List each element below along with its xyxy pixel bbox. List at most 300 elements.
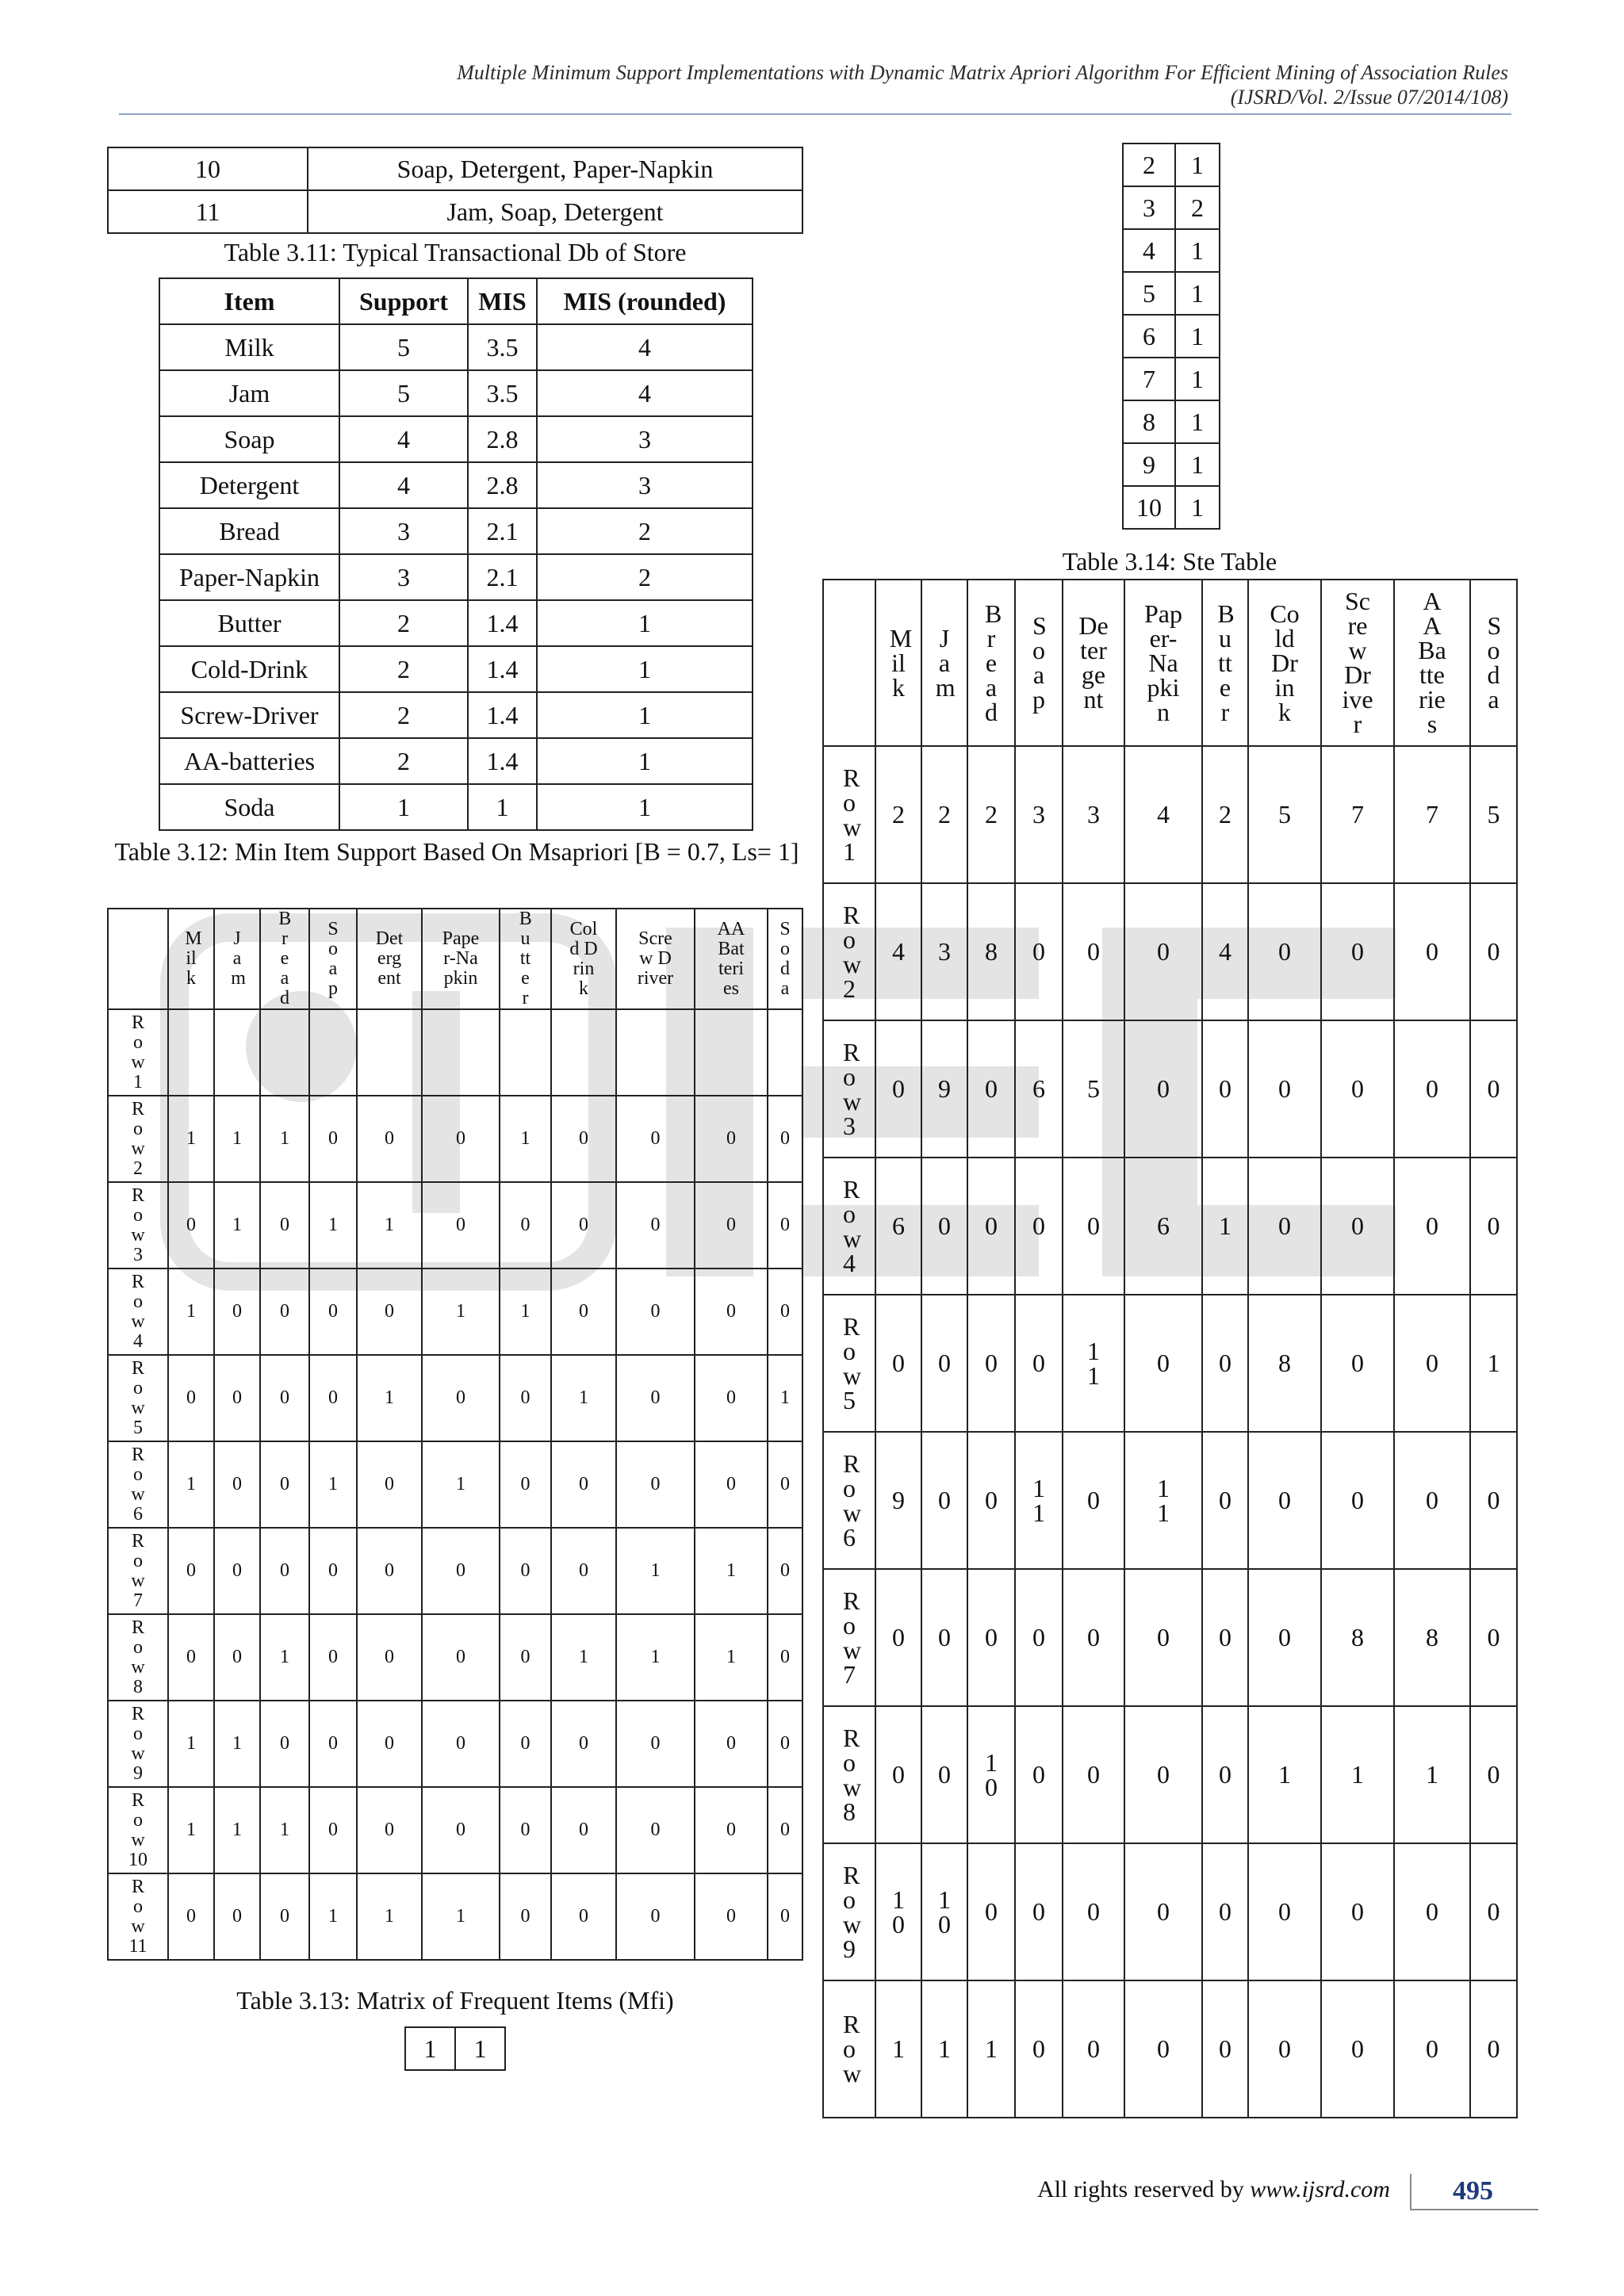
caption-table-3-12: Table 3.12: Min Item Support Based On Msapriori [B = 0.7, Ls= 1] (114, 837, 799, 866)
cell-value: 0 (1278, 937, 1291, 966)
cell-value: 3 (938, 937, 951, 966)
cell-value: 0 (1487, 937, 1500, 966)
cell-value: 1 (1219, 1211, 1231, 1240)
table-cell (1063, 1020, 1124, 1158)
table-row (159, 324, 753, 370)
cell-value: 0 (1487, 1486, 1500, 1514)
cell-value: 0 (985, 1486, 998, 1514)
table-cell: 0 (768, 1614, 802, 1701)
row-label-text: Row 1 (843, 763, 862, 866)
table-cell: 0 (260, 1528, 309, 1614)
cell-value: 0 (1426, 937, 1438, 966)
table-row (108, 147, 802, 190)
table-cell (1394, 1020, 1470, 1158)
cell-value: 0 (1351, 1349, 1364, 1377)
column-header (1015, 580, 1063, 746)
items-cell: Jam, Soap, Detergent (308, 190, 802, 233)
table-row (1123, 358, 1220, 400)
table-cell: 0 (500, 1787, 551, 1873)
table-cell: 0 (551, 1528, 616, 1614)
cell-value: 0 (1351, 1211, 1364, 1240)
table-row (823, 1295, 1517, 1432)
table-cell: 1 (214, 1182, 260, 1269)
cell-value: 0 (1351, 937, 1364, 966)
table-cell (1063, 1706, 1124, 1843)
cell-value: 4 (892, 937, 905, 966)
cell-value: 0 (1087, 1760, 1100, 1789)
table-cell (1394, 1569, 1470, 1706)
cell-value: 0 (938, 1349, 951, 1377)
table-cell: 0 (616, 1787, 695, 1873)
table-cell (551, 1009, 616, 1096)
table-cell: 0 (768, 1269, 802, 1355)
table-cell (309, 1009, 357, 1096)
table-cell: 0 (768, 1441, 802, 1528)
cell-value: 0 (1351, 1486, 1364, 1514)
table-row (159, 370, 753, 416)
table-cell: 0 (616, 1441, 695, 1528)
table-cell: 4 (339, 416, 468, 462)
table-cell: Soda (159, 784, 339, 830)
table-row (159, 738, 753, 784)
table-cell: 1.4 (468, 738, 537, 784)
table-cell (967, 1980, 1015, 2118)
table-cell: 1 (468, 784, 537, 830)
cell-value: 0 (1278, 1623, 1291, 1651)
cell-value: 5 (1278, 800, 1291, 828)
row-label (823, 1295, 875, 1432)
table-cell: 10 (1123, 486, 1175, 529)
cell-value: 6 (1032, 1074, 1045, 1103)
column-header (214, 909, 260, 1009)
table-cell: 0 (357, 1701, 422, 1787)
table-cell (1015, 1569, 1063, 1706)
table-cell (1470, 1706, 1517, 1843)
table-cell: 0 (768, 1873, 802, 1960)
column-header-label: Milk (889, 623, 913, 702)
table-cell: 1 (168, 1269, 214, 1355)
table-cell (1202, 1158, 1248, 1295)
table-cell: 1 (405, 2027, 455, 2070)
table-cell (1394, 1706, 1470, 1843)
cell-value: 0 (1157, 2034, 1170, 2063)
cell-value: 0 (1219, 1623, 1231, 1651)
table-row (823, 1158, 1517, 1295)
cell-value: 0 (1426, 1486, 1438, 1514)
table-cell: 1 (1175, 315, 1220, 358)
table-cell (1321, 1980, 1394, 2118)
table-cell (1202, 1706, 1248, 1843)
table-row (823, 1706, 1517, 1843)
cell-value: 0 (892, 1760, 905, 1789)
table-cell: 0 (260, 1182, 309, 1269)
cell-value: 0 (1487, 1211, 1500, 1240)
table-cell: 0 (551, 1096, 616, 1182)
table-row (159, 600, 753, 646)
row-label (823, 1569, 875, 1706)
table-cell: 0 (260, 1269, 309, 1355)
column-header (422, 909, 500, 1009)
table-row (108, 1182, 802, 1269)
table-cell: 1 (168, 1787, 214, 1873)
table-cell: Detergent (159, 462, 339, 508)
row-label-text: Row 9 (131, 1703, 145, 1784)
table-row (108, 1355, 802, 1441)
cell-value: 5 (1487, 800, 1500, 828)
column-header-label: Screw Driver (1342, 587, 1373, 738)
table-cell (1015, 1432, 1063, 1569)
mini-table (404, 2026, 506, 2071)
table-cell: 1 (214, 1701, 260, 1787)
table-cell (1321, 1432, 1394, 1569)
table-cell: 0 (309, 1269, 357, 1355)
table-cell: 0 (260, 1355, 309, 1441)
table-row (1123, 400, 1220, 443)
table-cell: 0 (168, 1873, 214, 1960)
cell-value: 5 (1087, 1074, 1100, 1103)
table-cell: 1 (500, 1269, 551, 1355)
row-label (823, 1706, 875, 1843)
column-header (875, 580, 921, 746)
row-label (108, 1873, 168, 1960)
table-row (159, 508, 753, 554)
table-cell: 0 (768, 1096, 802, 1182)
table-row (1123, 144, 1220, 186)
table-cell: 2 (537, 554, 753, 600)
cell-value: 0 (892, 1623, 905, 1651)
row-label (108, 1269, 168, 1355)
table-cell (1248, 883, 1321, 1020)
table-cell: 1 (1175, 229, 1220, 272)
table-cell: 1 (537, 692, 753, 738)
table-cell (1321, 1706, 1394, 1843)
row-label-text: Row 2 (131, 1098, 145, 1179)
table-row (823, 883, 1517, 1020)
column-header-label: Soda (779, 918, 791, 999)
cell-value: 0 (1087, 1486, 1100, 1514)
table-cell: 1 (422, 1441, 500, 1528)
table-cell: AA-batteries (159, 738, 339, 784)
row-label (108, 1096, 168, 1182)
cell-value: 0 (1351, 1074, 1364, 1103)
table-cell (1063, 1569, 1124, 1706)
table-cell (1015, 1295, 1063, 1432)
table-row (108, 1009, 802, 1096)
column-header (1321, 580, 1394, 746)
column-header (967, 580, 1015, 746)
table-cell: 0 (768, 1701, 802, 1787)
table-row (159, 646, 753, 692)
table-cell (1124, 1706, 1202, 1843)
footer-rights: All rights reserved by www.ijsrd.com (1037, 2176, 1390, 2202)
table-cell: 4 (537, 324, 753, 370)
table-cell: 2 (339, 600, 468, 646)
table-cell: 1 (1175, 358, 1220, 400)
table-cell: 1 (339, 784, 468, 830)
table-row (1123, 315, 1220, 358)
cell-value: 2 (985, 800, 998, 828)
table-cell: 0 (309, 1614, 357, 1701)
table-cell: 1 (500, 1096, 551, 1182)
table-cell: 1 (214, 1787, 260, 1873)
column-header (1124, 580, 1202, 746)
table-cell: 0 (616, 1096, 695, 1182)
table-cell (1470, 1980, 1517, 2118)
table-cell: 0 (616, 1269, 695, 1355)
row-label (823, 746, 875, 883)
row-label-text: Row 1 (131, 1012, 145, 1093)
table-row (1123, 272, 1220, 315)
cell-value: 0 (985, 1623, 998, 1651)
table-cell (1063, 883, 1124, 1020)
row-label-text: Row 8 (843, 1723, 862, 1826)
table-row (108, 1614, 802, 1701)
cell-value: 7 (1351, 800, 1364, 828)
table-cell (875, 1295, 921, 1432)
column-header-label: Soda (1487, 611, 1502, 714)
table-cell: 1 (551, 1614, 616, 1701)
cell-value: 0 (1426, 1897, 1438, 1926)
caption-table-3-13: Table 3.13: Matrix of Frequent Items (Mfi) (236, 1986, 674, 2015)
table-cell (875, 883, 921, 1020)
table-cell: 0 (616, 1701, 695, 1787)
table-cell (1470, 746, 1517, 883)
table-cell: 1 (1175, 144, 1220, 186)
table-cell (1321, 883, 1394, 1020)
table-cell: 2 (339, 738, 468, 784)
table-cell (1202, 883, 1248, 1020)
table-row (108, 1528, 802, 1614)
cell-value: 0 (1032, 937, 1045, 966)
column-header-label: Paper-Napkin (1144, 599, 1182, 726)
cell-value: 6 (892, 1211, 905, 1240)
cell-value: 0 (1157, 1074, 1170, 1103)
table-cell: 0 (214, 1873, 260, 1960)
table-cell (1202, 1295, 1248, 1432)
table-cell: 1 (537, 738, 753, 784)
table-cell (1394, 1980, 1470, 2118)
table-cell: 0 (695, 1355, 768, 1441)
column-header-label: Jam (231, 928, 246, 989)
column-header-label: Cold Drink (1270, 599, 1300, 726)
table-cell: 1 (695, 1528, 768, 1614)
table-row (108, 1787, 802, 1873)
row-label-text: Row 5 (131, 1357, 145, 1438)
table-cell (214, 1009, 260, 1096)
cell-value: 0 (1219, 1074, 1231, 1103)
cell-value: 0 (1087, 1623, 1100, 1651)
column-header (260, 909, 309, 1009)
column-header-label: AA Batteries (717, 918, 745, 999)
cell-value: 1 (1278, 1760, 1291, 1789)
table-cell (1470, 1020, 1517, 1158)
row-label-text: Row 7 (131, 1530, 145, 1611)
table-cell: Paper-Napkin (159, 554, 339, 600)
cell-value: 0 (892, 1074, 905, 1103)
table-cell (1202, 1569, 1248, 1706)
table-cell: 1 (1175, 443, 1220, 486)
row-label-text: Row 11 (128, 1876, 147, 1957)
table-cell (1470, 1295, 1517, 1432)
cell-value: 0 (1278, 2034, 1291, 2063)
table-cell: 3 (537, 416, 753, 462)
table-cell: 0 (214, 1614, 260, 1701)
cell-value: 3 (1032, 800, 1045, 828)
table-cell: 1.4 (468, 600, 537, 646)
cell-value: 0 (1157, 937, 1170, 966)
cell-value: 0 (1487, 2034, 1500, 2063)
table-cell: 0 (551, 1701, 616, 1787)
cell-value: 9 (938, 1074, 951, 1103)
table-cell (1015, 1980, 1063, 2118)
table-cell (1015, 1843, 1063, 1980)
column-header (309, 909, 357, 1009)
table-cell: 5 (339, 370, 468, 416)
table-cell (1063, 746, 1124, 883)
cell-value: 0 (1487, 1897, 1500, 1926)
table-cell: 0 (168, 1614, 214, 1701)
table-cell: 0 (500, 1355, 551, 1441)
cell-value: 0 (1087, 1897, 1100, 1926)
cell-value: 0 (1032, 1760, 1045, 1789)
cell-value: 9 (892, 1486, 905, 1514)
table-cell: 4 (537, 370, 753, 416)
footer-site-link[interactable]: www.ijsrd.com (1250, 2176, 1390, 2202)
row-label-text: Row (843, 2010, 862, 2087)
table-cell: 1 (357, 1182, 422, 1269)
table-cell: 1 (1175, 400, 1220, 443)
table-cell (1015, 1706, 1063, 1843)
table-cell (1063, 1158, 1124, 1295)
table-cell (875, 1706, 921, 1843)
table-cell: 2 (339, 646, 468, 692)
table-cell (967, 1295, 1015, 1432)
table-cell: 0 (422, 1787, 500, 1873)
table-row (823, 1432, 1517, 1569)
table-cell (695, 1009, 768, 1096)
table-cell: Milk (159, 324, 339, 370)
table-cell (500, 1009, 551, 1096)
table-cell (875, 1569, 921, 1706)
table-cell: 5 (339, 324, 468, 370)
cell-value: 0 (1351, 2034, 1364, 2063)
table-cell (1063, 1295, 1124, 1432)
table-cell: 0 (551, 1441, 616, 1528)
cell-value: 2 (892, 800, 905, 828)
table-cell (875, 746, 921, 883)
table-cell: 0 (168, 1528, 214, 1614)
row-label (108, 1787, 168, 1873)
cell-value: 1 (1351, 1760, 1364, 1789)
table-row (108, 1441, 802, 1528)
table-cell (875, 1980, 921, 2118)
table-cell: 0 (357, 1614, 422, 1701)
table-row (1123, 443, 1220, 486)
table-cell (1202, 1432, 1248, 1569)
table-cell (1248, 1295, 1321, 1432)
table-cell: 0 (616, 1355, 695, 1441)
cell-value: 10 (892, 1885, 905, 1938)
cell-value: 0 (1426, 1074, 1438, 1103)
table-row (108, 1096, 802, 1182)
table-cell (875, 1158, 921, 1295)
table-cell (1394, 1843, 1470, 1980)
table-cell: 0 (260, 1873, 309, 1960)
cell-value: 1 (938, 2034, 951, 2063)
cell-value: 8 (985, 937, 998, 966)
table-cell: 1 (1175, 486, 1220, 529)
table-cell: 0 (551, 1787, 616, 1873)
cell-value: 0 (1487, 1623, 1500, 1651)
row-label-text: Row 10 (128, 1789, 147, 1870)
table-cell: 6 (1123, 315, 1175, 358)
table-cell: 4 (339, 462, 468, 508)
table-cell (357, 1009, 422, 1096)
table-cell: 3 (1123, 186, 1175, 229)
column-header (1248, 580, 1321, 746)
table-cell: 1 (768, 1355, 802, 1441)
table-cell (967, 746, 1015, 883)
cell-value: 3 (1087, 800, 1100, 828)
table-cell: 1 (455, 2027, 505, 2070)
table-cell (1394, 746, 1470, 883)
table-cell: 0 (260, 1701, 309, 1787)
row-label-text: Row 3 (843, 1037, 862, 1140)
column-header (551, 909, 616, 1009)
cell-value: 10 (985, 1747, 998, 1801)
table-cell (1202, 746, 1248, 883)
table-cell (1124, 1158, 1202, 1295)
table-cell (921, 883, 967, 1020)
table-row (159, 416, 753, 462)
table-cell: 1 (214, 1096, 260, 1182)
table-cell: 8 (1123, 400, 1175, 443)
table-cell: 1 (309, 1441, 357, 1528)
table-cell (875, 1432, 921, 1569)
cell-value: 0 (1219, 1760, 1231, 1789)
table-cell (967, 1158, 1015, 1295)
row-label (823, 1432, 875, 1569)
table-cell: 0 (551, 1873, 616, 1960)
table-cell: 1 (537, 646, 753, 692)
table-cell: 0 (695, 1873, 768, 1960)
table-cell: 1 (357, 1873, 422, 1960)
table-cell: 7 (1123, 358, 1175, 400)
cell-value: 0 (1278, 1211, 1291, 1240)
table-cell: 0 (695, 1701, 768, 1787)
table-cell: 0 (422, 1355, 500, 1441)
table-cell (875, 1020, 921, 1158)
table-cell: 1 (537, 784, 753, 830)
column-header-label: Deter gent (1078, 611, 1109, 714)
table-cell (921, 1706, 967, 1843)
table-row (823, 1980, 1517, 2118)
table-row (823, 1569, 1517, 1706)
table-cell: 0 (309, 1355, 357, 1441)
table-row (108, 1701, 802, 1787)
table-cell: 1 (357, 1355, 422, 1441)
cell-value: 1 (985, 2034, 998, 2063)
caption-table-3-11: Table 3.11: Typical Transactional Db of Store (224, 238, 687, 266)
table-cell (967, 1843, 1015, 1980)
column-header-label: Bread (278, 909, 292, 1008)
table-row (823, 746, 1517, 883)
cell-value: 0 (1032, 1349, 1045, 1377)
table-cell: 5 (1123, 272, 1175, 315)
table-cell: 2 (537, 508, 753, 554)
column-header (1394, 580, 1470, 746)
table-cell: 0 (500, 1441, 551, 1528)
